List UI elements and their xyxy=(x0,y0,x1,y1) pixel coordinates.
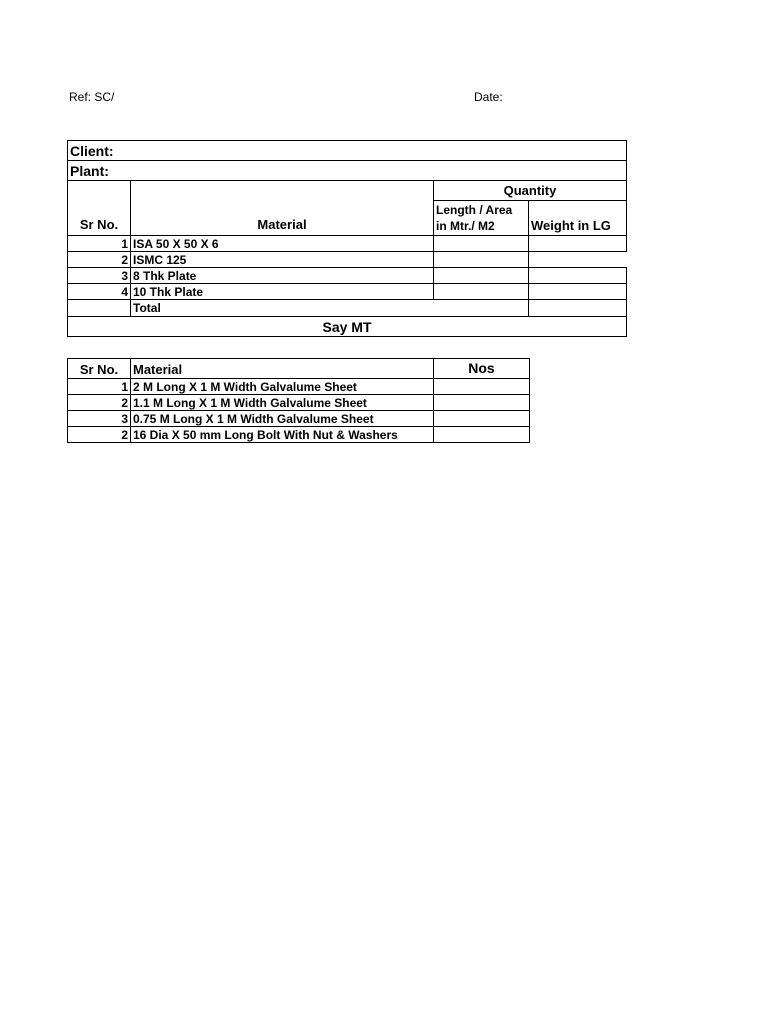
row-material: 1.1 M Long X 1 M Width Galvalume Sheet xyxy=(131,395,434,411)
row-weight-cell xyxy=(529,284,627,300)
row-sr: 3 xyxy=(68,411,131,427)
date-label: Date: xyxy=(474,90,503,104)
client-label: Client: xyxy=(68,141,627,161)
total-weight-cell xyxy=(529,300,627,317)
row-nos-cell xyxy=(434,411,530,427)
row-material: ISMC 125 xyxy=(131,252,434,268)
length-header-line2: in Mtr./ M2 xyxy=(436,219,495,233)
length-area-header xyxy=(434,201,529,236)
row-sr: 4 xyxy=(68,284,131,300)
plant-label: Plant: xyxy=(68,161,627,181)
row-length-cell xyxy=(434,236,529,252)
row-length-cell xyxy=(434,252,529,268)
material-header: Material xyxy=(131,359,434,379)
row-material: 10 Thk Plate xyxy=(131,284,434,300)
row-sr: 2 xyxy=(68,252,131,268)
row-nos-cell xyxy=(434,427,530,443)
material-header: Material xyxy=(131,181,434,236)
row-sr: 1 xyxy=(68,379,131,395)
row-sr: 3 xyxy=(68,268,131,284)
row-length-cell xyxy=(434,268,529,284)
quantity-header: Quantity xyxy=(434,181,627,201)
row-material: 0.75 M Long X 1 M Width Galvalume Sheet xyxy=(131,411,434,427)
row-sr: 2 xyxy=(68,395,131,411)
row-material: ISA 50 X 50 X 6 xyxy=(131,236,434,252)
sr-no-header: Sr No. xyxy=(68,181,131,236)
weight-header: Weight in LG xyxy=(529,201,627,236)
row-weight-cell xyxy=(529,268,627,284)
row-material: 2 M Long X 1 M Width Galvalume Sheet xyxy=(131,379,434,395)
row-material: 16 Dia X 50 mm Long Bolt With Nut & Washers xyxy=(131,427,434,443)
row-nos-cell xyxy=(434,379,530,395)
total-sr-cell xyxy=(68,300,131,317)
nos-header: Nos xyxy=(434,359,530,379)
sr-no-header: Sr No. xyxy=(68,359,131,379)
row-nos-cell xyxy=(434,395,530,411)
row-length-cell xyxy=(434,284,529,300)
sheet-items-table xyxy=(67,358,530,443)
row-sr: 1 xyxy=(68,236,131,252)
row-sr: 2 xyxy=(68,427,131,443)
quantity-table xyxy=(67,140,627,337)
total-label: Total xyxy=(131,300,529,317)
say-mt-label: Say MT xyxy=(68,317,627,337)
row-weight-cell xyxy=(529,252,627,268)
row-weight-cell xyxy=(529,236,627,252)
length-header-line1: Length / Area xyxy=(436,203,513,217)
row-material: 8 Thk Plate xyxy=(131,268,434,284)
ref-label: Ref: SC/ xyxy=(69,90,115,104)
